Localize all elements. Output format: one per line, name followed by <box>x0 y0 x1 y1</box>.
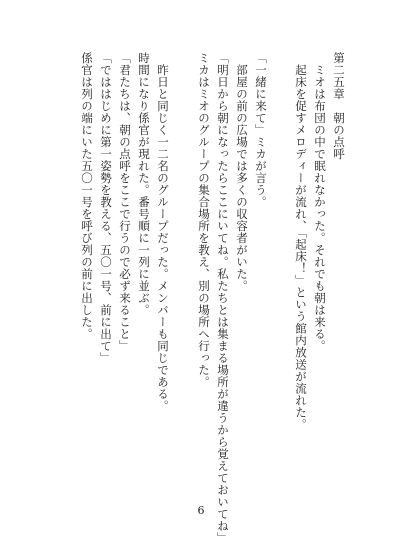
text-column-5: 「明日から朝になったらここにいてね。私たちとは集まる場所が違うから覚えておいてね」 <box>216 52 230 544</box>
text-column-8: 時間になり係官が現れた。番号順に一列に並ぶ。 <box>137 52 151 316</box>
text-column-3: 「一緒に来て」ミカが言う。 <box>254 52 268 208</box>
text-column-2: 起床を促すメロディーが流れ、「起床！」という館内放送が流れた。 <box>294 64 308 431</box>
text-column-7: 昨日と同じく一二名のグループだった。メンバーも同じである。 <box>156 64 170 412</box>
text-column-4: 部屋の前の広場では多くの収容者がいた。 <box>235 64 249 292</box>
chapter-title: 第二五章 朝の点呼 <box>332 52 346 160</box>
text-column-11: 係官は列の端にいた五〇一号を呼び列の前に出した。 <box>80 52 94 340</box>
text-column-10: 「でははじめに第一姿勢を教える、五〇一号、前に出て」 <box>99 52 113 364</box>
text-column-6: ミカはミオのグループの集合場所を教え、別の場所へ行った。 <box>197 52 211 388</box>
text-column-9: 「君たちは、朝の点呼をここで行うので必ず来ること」 <box>118 52 132 352</box>
page-number: 6 <box>197 504 205 517</box>
text-column-1: ミオは布団の中で眠れなかった。それでも朝は来る。 <box>313 64 327 352</box>
